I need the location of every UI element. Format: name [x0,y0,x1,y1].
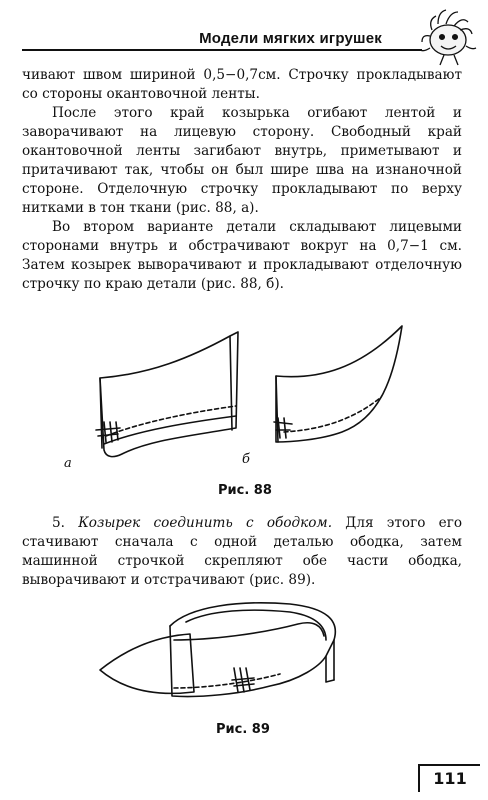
header-rule [22,49,422,51]
page-number: 111 [418,764,480,792]
paragraph-edging: После этого край козырька огибают лентой и заворачивают на лицевую сторону. Свободный край окантовочной ленты загибают внутрь, приметывают и притачивают так, чтобы он был шире шва на изнаночной стороне. Отделочную строчку прокладывают по верху нитками в тон ткани (рис. 88, а). [22,105,462,216]
paragraph-second-variant: Во втором варианте детали складывают лицевыми сторонами внутрь и обстрачивают вокруг на 0,7−1 см. Затем козырек выворачивают и прокладывают отделочную строчку по краю детали (рис. 88, б). [22,219,462,292]
figure-88-drawing [80,318,420,478]
paragraph-continuation: чивают швом шириной 0,5−0,7см. Строчку прокладывают со стороны окантовочной ленты. [22,67,462,102]
step-number: 5. [52,515,65,531]
header-title: Модели мягких игрушек [199,30,382,47]
running-header [22,30,422,52]
figure-89-caption: Рис. 89 [216,722,270,737]
step-title: Козырек соединить с ободком. [78,515,333,531]
figure-88-label-b: б [242,452,250,467]
figure-89-drawing [90,596,380,714]
mascot-doll-icon [410,6,480,68]
figure-88-label-a: а [64,456,72,471]
body-text-top [22,66,462,294]
figure-88-caption: Рис. 88 [218,483,272,498]
paragraph-step5 [22,514,462,590]
body-text-step5 [22,514,462,590]
step-description: Для этого его стачивают сначала с одной деталью ободка, затем машинной строчкой скрепляют обе части ободка, выворачивают и отстрачивают (рис. 89). [22,515,462,588]
